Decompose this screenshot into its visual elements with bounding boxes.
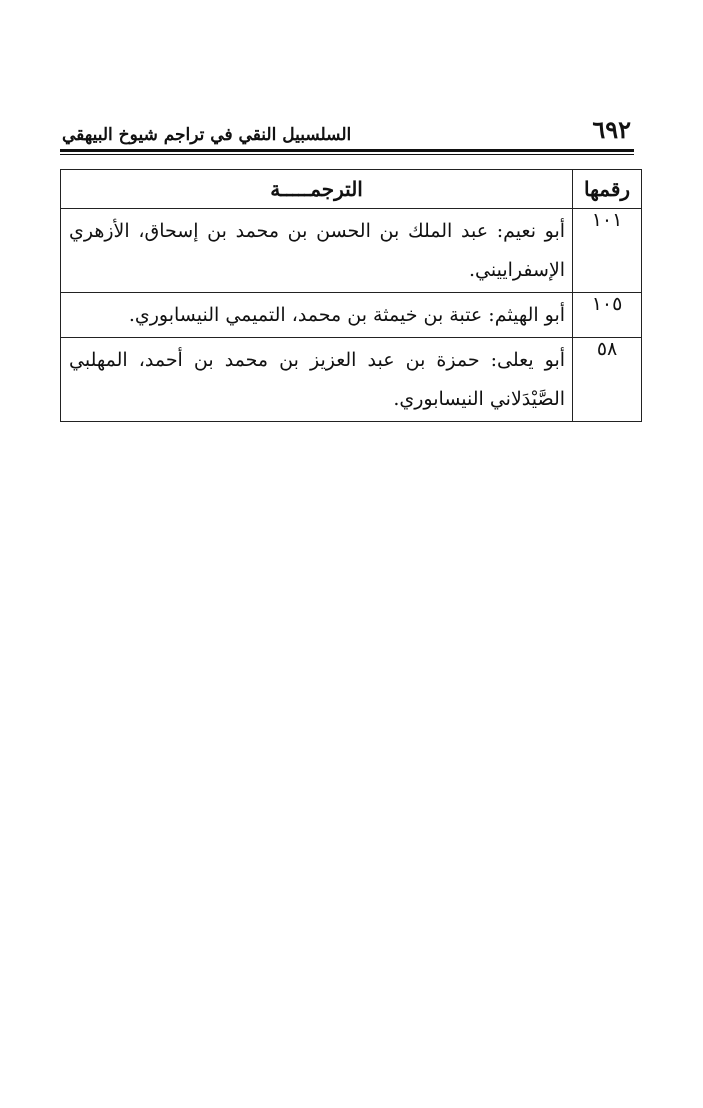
header-rule-thick <box>60 149 634 152</box>
running-header <box>62 115 633 149</box>
column-header-number: رقمها <box>573 170 642 209</box>
table-header-row <box>61 170 642 209</box>
entry-text-cell: أبو يعلى: حمزة بن عبد العزيز بن محمد بن أحمد، المهلبي الصَّيْدَلاني النيسابوري. <box>61 338 573 422</box>
table-row <box>61 338 642 422</box>
entry-text-cell: أبو نعيم: عبد الملك بن الحسن بن محمد بن إسحاق، الأزهري الإسفراييني. <box>61 209 573 293</box>
header-rule-thin <box>60 154 634 155</box>
entry-number-cell: ١٠٥ <box>573 293 642 338</box>
page-number: ٦٩٢ <box>592 115 631 144</box>
book-title: السلسبيل النقي في تراجم شيوخ البيهقي <box>62 125 352 145</box>
table-row <box>61 209 642 293</box>
column-header-entry: الترجمـــــة <box>61 170 573 209</box>
entry-number-cell: ١٠١ <box>573 209 642 293</box>
index-table <box>60 169 642 422</box>
table-row <box>61 293 642 338</box>
entry-text-cell: أبو الهيثم: عتبة بن خيمثة بن محمد، التميمي النيسابوري. <box>61 293 573 338</box>
entry-number-cell: ٥٨ <box>573 338 642 422</box>
